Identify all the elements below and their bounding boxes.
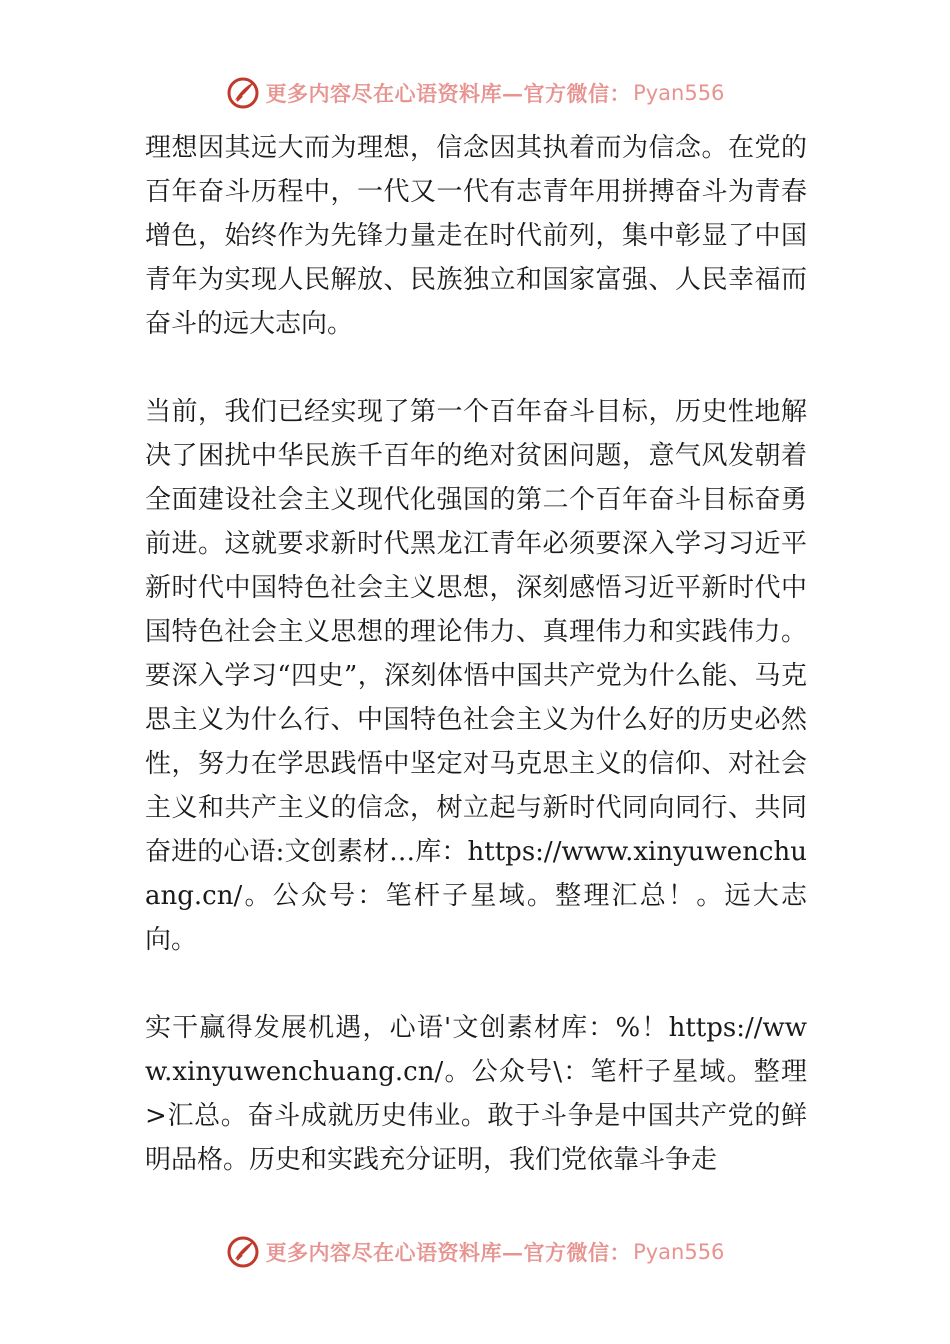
paragraph-2: 当前，我们已经实现了第一个百年奋斗目标，历史性地解决了困扰中华民族千百年的绝对贫困问题，意气风发朝着全面建设社会主义现代化强国的第二个百年奋斗目标奋勇前进。这就要求新时代黑龙江青年必须要深入学习习近平新时代中国特色社会主义思想，深刻感悟习近平新时代中国特色社会主义思想的理论伟力、真理伟力和实践伟力。要深入学习“四史”，深刻体悟中国共产党为什么能、马克思主义为什么行、中国特色社会主义为什么好的历史必然性，努力在学思践悟中坚定对马克思主义的信仰、对社会主义和共产主义的信念，树立起与新时代同向同行、共同奋进的心语:文创素材…库：https://www.xinyuwenchuang.cn/。公众号：笔杆子星域。整理汇总！。远大志向。 [145,397,807,955]
paragraph-3: 实干赢得发展机遇，心语'文创素材库：%！https://www.xinyuwenchuang.cn/。公众号\：笔杆子星域。整理>汇总。奋斗成就历史伟业。敢于斗争是中国共产党的鲜明品格。历史和实践充分证明，我们党依靠斗争走 [145,1013,807,1175]
footer-banner [0,1232,950,1272]
footer-banner-handle: Pyan556 [633,1240,725,1264]
footer-banner-text: 更多内容尽在心语资料库—官方微信： [265,1240,632,1265]
quill-logo-icon [226,1235,260,1269]
paragraph-1: 理想因其远大而为理想，信念因其执着而为信念。在党的百年奋斗历程中，一代又一代有志青年用拼搏奋斗为青春增色，始终作为先锋力量走在时代前列，集中彰显了中国青年为实现人民解放、民族独立和国家富强、人民幸福而奋斗的远大志向。 [145,133,807,339]
header-banner [0,73,950,113]
header-banner-text: 更多内容尽在心语资料库—官方微信： [265,81,632,106]
quill-logo-icon [226,76,260,110]
header-banner-handle: Pyan556 [633,81,725,105]
document-body [145,126,807,1182]
